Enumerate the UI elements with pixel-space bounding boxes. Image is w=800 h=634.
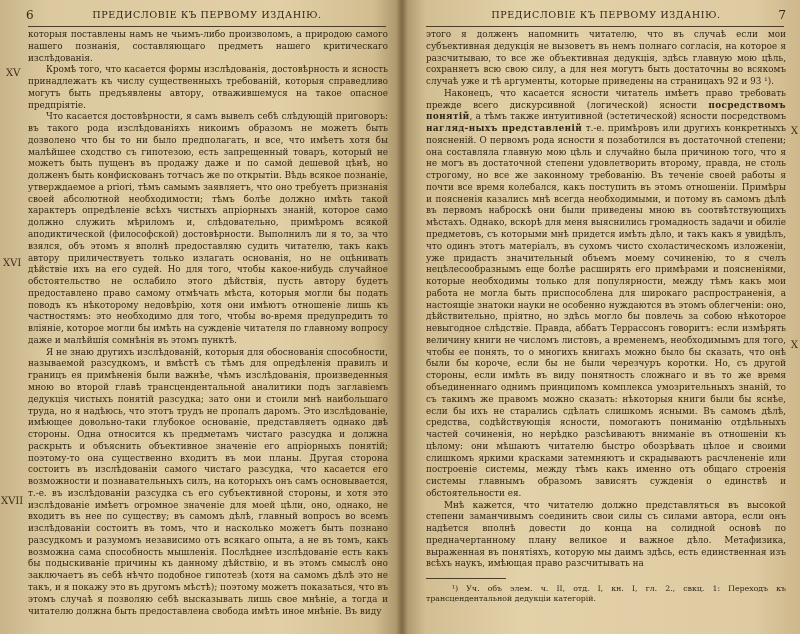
paragraph: которыя поставлены намъ не чьимъ-либо произволомъ, а природою самого нашего познанія, составляющаго предметъ нашего критическаго изслѣдованія. (28, 30, 388, 64)
text-run: , а тѣмъ также интуитивной (эстетической) ясности посредствомъ (469, 112, 786, 123)
header-rule (426, 26, 784, 27)
right-page (402, 0, 800, 634)
running-head: ПРЕДИСЛОВІЕ КЪ ПЕРВОМУ ИЗДАНІЮ. (92, 10, 322, 21)
paragraph: Я не знаю другихъ изслѣдованій, которыя для обоснованія способности, называемой разсудкомъ, и вмѣстѣ съ тѣмъ для опредѣленія правилъ и границъ ея примѣненія были важнѣе, чѣмъ изслѣдованія, произведенныя мною во второй главѣ трансцендентальной аналитики подъ заглавіемъ дедукція чистыхъ понятій разсудка; зато они и стоили мнѣ наибольшаго труда, но я надѣюсь, что этотъ трудъ не пропалъ даромъ. Это изслѣдованіе, имѣющее довольно-таки глубокое основаніе, представляетъ однако двѣ стороны. Одна относится къ предметамъ чистаго разсудка и должна раскрыть и объяснить объективное значеніе его апріорныхъ понятій; поэтому-то она существенно входитъ въ мои планы. Другая сторона состоитъ въ изслѣдованіи самого чистаго разсудка, что касается его возможности и познавательныхъ силъ, на которыхъ онъ самъ основывается, т.-е. въ изслѣдованіи разсудка съ его субъективной стороны, и хотя это изслѣдованіе имѣетъ огромное значеніе для моей цѣли, оно, однако, не входитъ въ нее по существу; въ самомъ дѣлѣ, главный вопросъ во всемъ изслѣдованіи состоитъ въ томъ, что и насколько можетъ быть познано разсудкомъ и разумомъ независимо отъ всякаго опыта, а не въ томъ, какъ возможна сама способность мышленія. Послѣднее изслѣдованіе есть какъ бы подыскиваніе причины къ данному дѣйствію, и въ этомъ смыслѣ оно заключаетъ въ себѣ нѣчто подобное гипотезѣ (хотя на самомъ дѣлѣ это не такъ, и я покажу это въ другомъ мѣстѣ); поэтому можетъ показаться, что въ этомъ случаѣ я позволяю себѣ высказывать лишь свое мнѣніе, а тогда и читателю должна быть предоставлена свобода имѣть иное мнѣніе. Въ виду (28, 347, 388, 617)
paragraph: Кромѣ того, что касается формы изслѣдованія, достовѣрность и ясность принадлежатъ къ числу существенныхъ требованій, которыя справедливо могутъ быть предъявлены автору, отважившемуся на такое опасное предпріятіе. (28, 65, 388, 111)
margin-mark: X (790, 340, 798, 351)
text-run: т.-е. примѣровъ или другихъ конкретныхъ поясненій. О первомъ рода ясности я позаботился въ достаточной степени; она составляла главную мою цѣль и случайно была причиною того, что я не могъ въ достаточной степени удовлетворить второму, правда, не столь строгому, но все же законному требованію. Въ теченіе своей работы я почти все время колебался, какъ поступить въ этомъ отношеніи. Примѣры и поясненія казались мнѣ всегда необходимыми, и потому въ самомъ дѣлѣ въ первомъ наброскѣ они были приведены мною въ соотвѣтствующихъ мѣстахъ. Однако, вскорѣ для меня выяснились громадность задачи и обиліе предметовъ, съ которыми мнѣ придется имѣть дѣло, и такъ какъ я увидѣлъ, что одинъ этотъ матеріалъ, въ сухомъ чисто схоластическомъ изложеніи, уже придастъ значительный объемъ моему сочиненію, то я счелъ нецѣлесообразнымъ еще болѣе расширять его примѣрами и поясненіями, которые необходимы только для популярности, между тѣмъ какъ мои работа не могла быть приспособлена для широкаго распространенія, а настоящіе знатоки науки не особенно нуждаются въ этомъ облегченіи: оно, дѣйствительно, пріятно, но здѣсь могло бы повлечь за собою нѣкоторое невыгодное слѣдствіе. Правда, аббатъ Террассонъ говоритъ: если измѣрять величину книги не числомъ листовъ, а временемъ, необходимымъ для того, чтобы ее понять, то о многихъ книгахъ можно было бы сказать, что онѣ были бы короче, если бы не были черезчуръ коротки. Но, съ другой стороны, если имѣть въ виду понятность сложнаго и въ то же время объединеннаго однимъ принципомъ комплекса умозрительныхъ знаній, то съ такимъ же правомъ можно сказать: нѣкоторыя книги были бы яснѣе, если бы ихъ не старались сдѣлать слишкомъ ясными. Въ самомъ дѣлѣ, средства, содѣйствующія ясности, помогаютъ пониманію отдѣльныхъ частей сочиненія, но нерѣдко разсѣиваютъ вниманіе въ отношеніи къ цѣлому: они мѣшаютъ читателю быстро обозрѣвать цѣлое и своими слишкомъ яркими красками затемняютъ и скрадываютъ расчлененіе или построеніе системы, между тѣмъ какъ именно отъ общаго строенія системы главнымъ образомъ зависятъ сужденія о единствѣ и обстоятельности ея. (426, 124, 786, 499)
margin-mark: XVII (1, 496, 24, 507)
page-number: 6 (26, 8, 34, 22)
right-page-text (426, 30, 786, 571)
margin-mark: XVI (3, 258, 22, 269)
left-page-text (28, 30, 388, 618)
margin-mark: X (790, 126, 798, 137)
emphasis-intuitions: нагляд-ныхъ представленій (426, 124, 583, 135)
right-page-header (426, 8, 786, 26)
footnote (426, 584, 786, 604)
emphasis-concepts: посредствомъ понятій (426, 100, 786, 123)
footnote-text: ¹) Уч. объ элем. ч. II, отд. I, кн. I, гл. 2., свкц. 1: Переходъ къ трансцендентальной дедукціи категорій. (426, 584, 786, 603)
running-head: ПРЕДИСЛОВІЕ КЪ ПЕРВОМУ ИЗДАНІЮ. (491, 10, 721, 21)
page-number: 7 (778, 8, 786, 22)
book-gutter (396, 0, 408, 634)
footnote-rule (426, 578, 506, 579)
margin-mark: XV (6, 68, 21, 79)
left-page-header (26, 8, 388, 26)
paragraph (426, 89, 786, 501)
text-run: Наконецъ, что касается ясности читатель имѣетъ право требовать прежде всего дискурсивной (логической) ясности (426, 88, 786, 111)
paragraph: Мнѣ кажется, что читателю должно представляться въ высокой степени заманчивымъ соединить свои силы съ силами автора, если онъ надѣется вполнѣ довести до конца на солидной основѣ по предначертанному плану великое и важное дѣло. Метафизика, выраженная въ понятіяхъ, которую мы даимъ здѣсь, есть единственная изъ всѣхъ наукъ, имѣющая право разсчитывать на (426, 500, 786, 570)
paragraph: этого я долженъ напомнить читателю, что въ случаѣ если мои субъективная дедукція не вызоветъ въ немъ полнаго согласія, на которое я разсчитываю, то все же объективная дедукція, здѣсь главную мою цѣль, сохраняетъ всю свою силу, а для нея могутъ быть достаточны во всякомъ случаѣ уже и тѣ аргументы, которые приведены на страницахъ 92 и 93 ¹). (426, 30, 786, 88)
paragraph: Что касается достовѣрности, я самъ вывелъ себѣ слѣдующій приговоръ: въ такого рода изслѣдованіяхъ никоимъ образомъ не можетъ быть дозволено что бы то ни было предполагать, и все, что имѣетъ хотя бы малѣйшее сходство съ гипотезою, есть запрещенный товаръ, который не можетъ быть пущенъ въ продажу даже и по самой дешевой цѣнѣ, но долженъ быть конфискованъ тотчасъ же по открытіи. Вѣдь всякое познаніе, утверждаемое a priori, тѣмъ самымъ заявляетъ, что оно требуетъ признанія своей абсолютной необходимости; тѣмъ болѣе должно имѣть такой характеръ опредѣленіе всѣхъ чистыхъ апріорныхъ знаній, которое само должно служить мѣриломъ и, слѣдовательно, примѣромъ всякой аподиктической (философской) достовѣрности. Выполнилъ ли я то, за что взялся, объ этомъ я вполнѣ предоставляю судить читателю, такъ какъ автору приличествуетъ только излагать основанія, но не оцѣнивать дѣйствіе ихъ на его судей. Но для того, чтобы какое-нибудь случайное обстоятельство не ослабило этого дѣйствія, пусть автору будетъ предоставлено право самому отмѣчать мѣста, которыя могли бы подать поводъ къ нѣкоторому недовѣрію, хотя они имѣютъ отношеніе лишь къ частностямъ: это необходимо для того, чтобы во-время предупредить то вліяніе, которое могли бы имѣть на сужденіе читателя по главному вопросу даже и малѣйшія сомнѣнія въ этомъ пунктѣ. (28, 112, 388, 346)
header-rule (28, 26, 386, 27)
